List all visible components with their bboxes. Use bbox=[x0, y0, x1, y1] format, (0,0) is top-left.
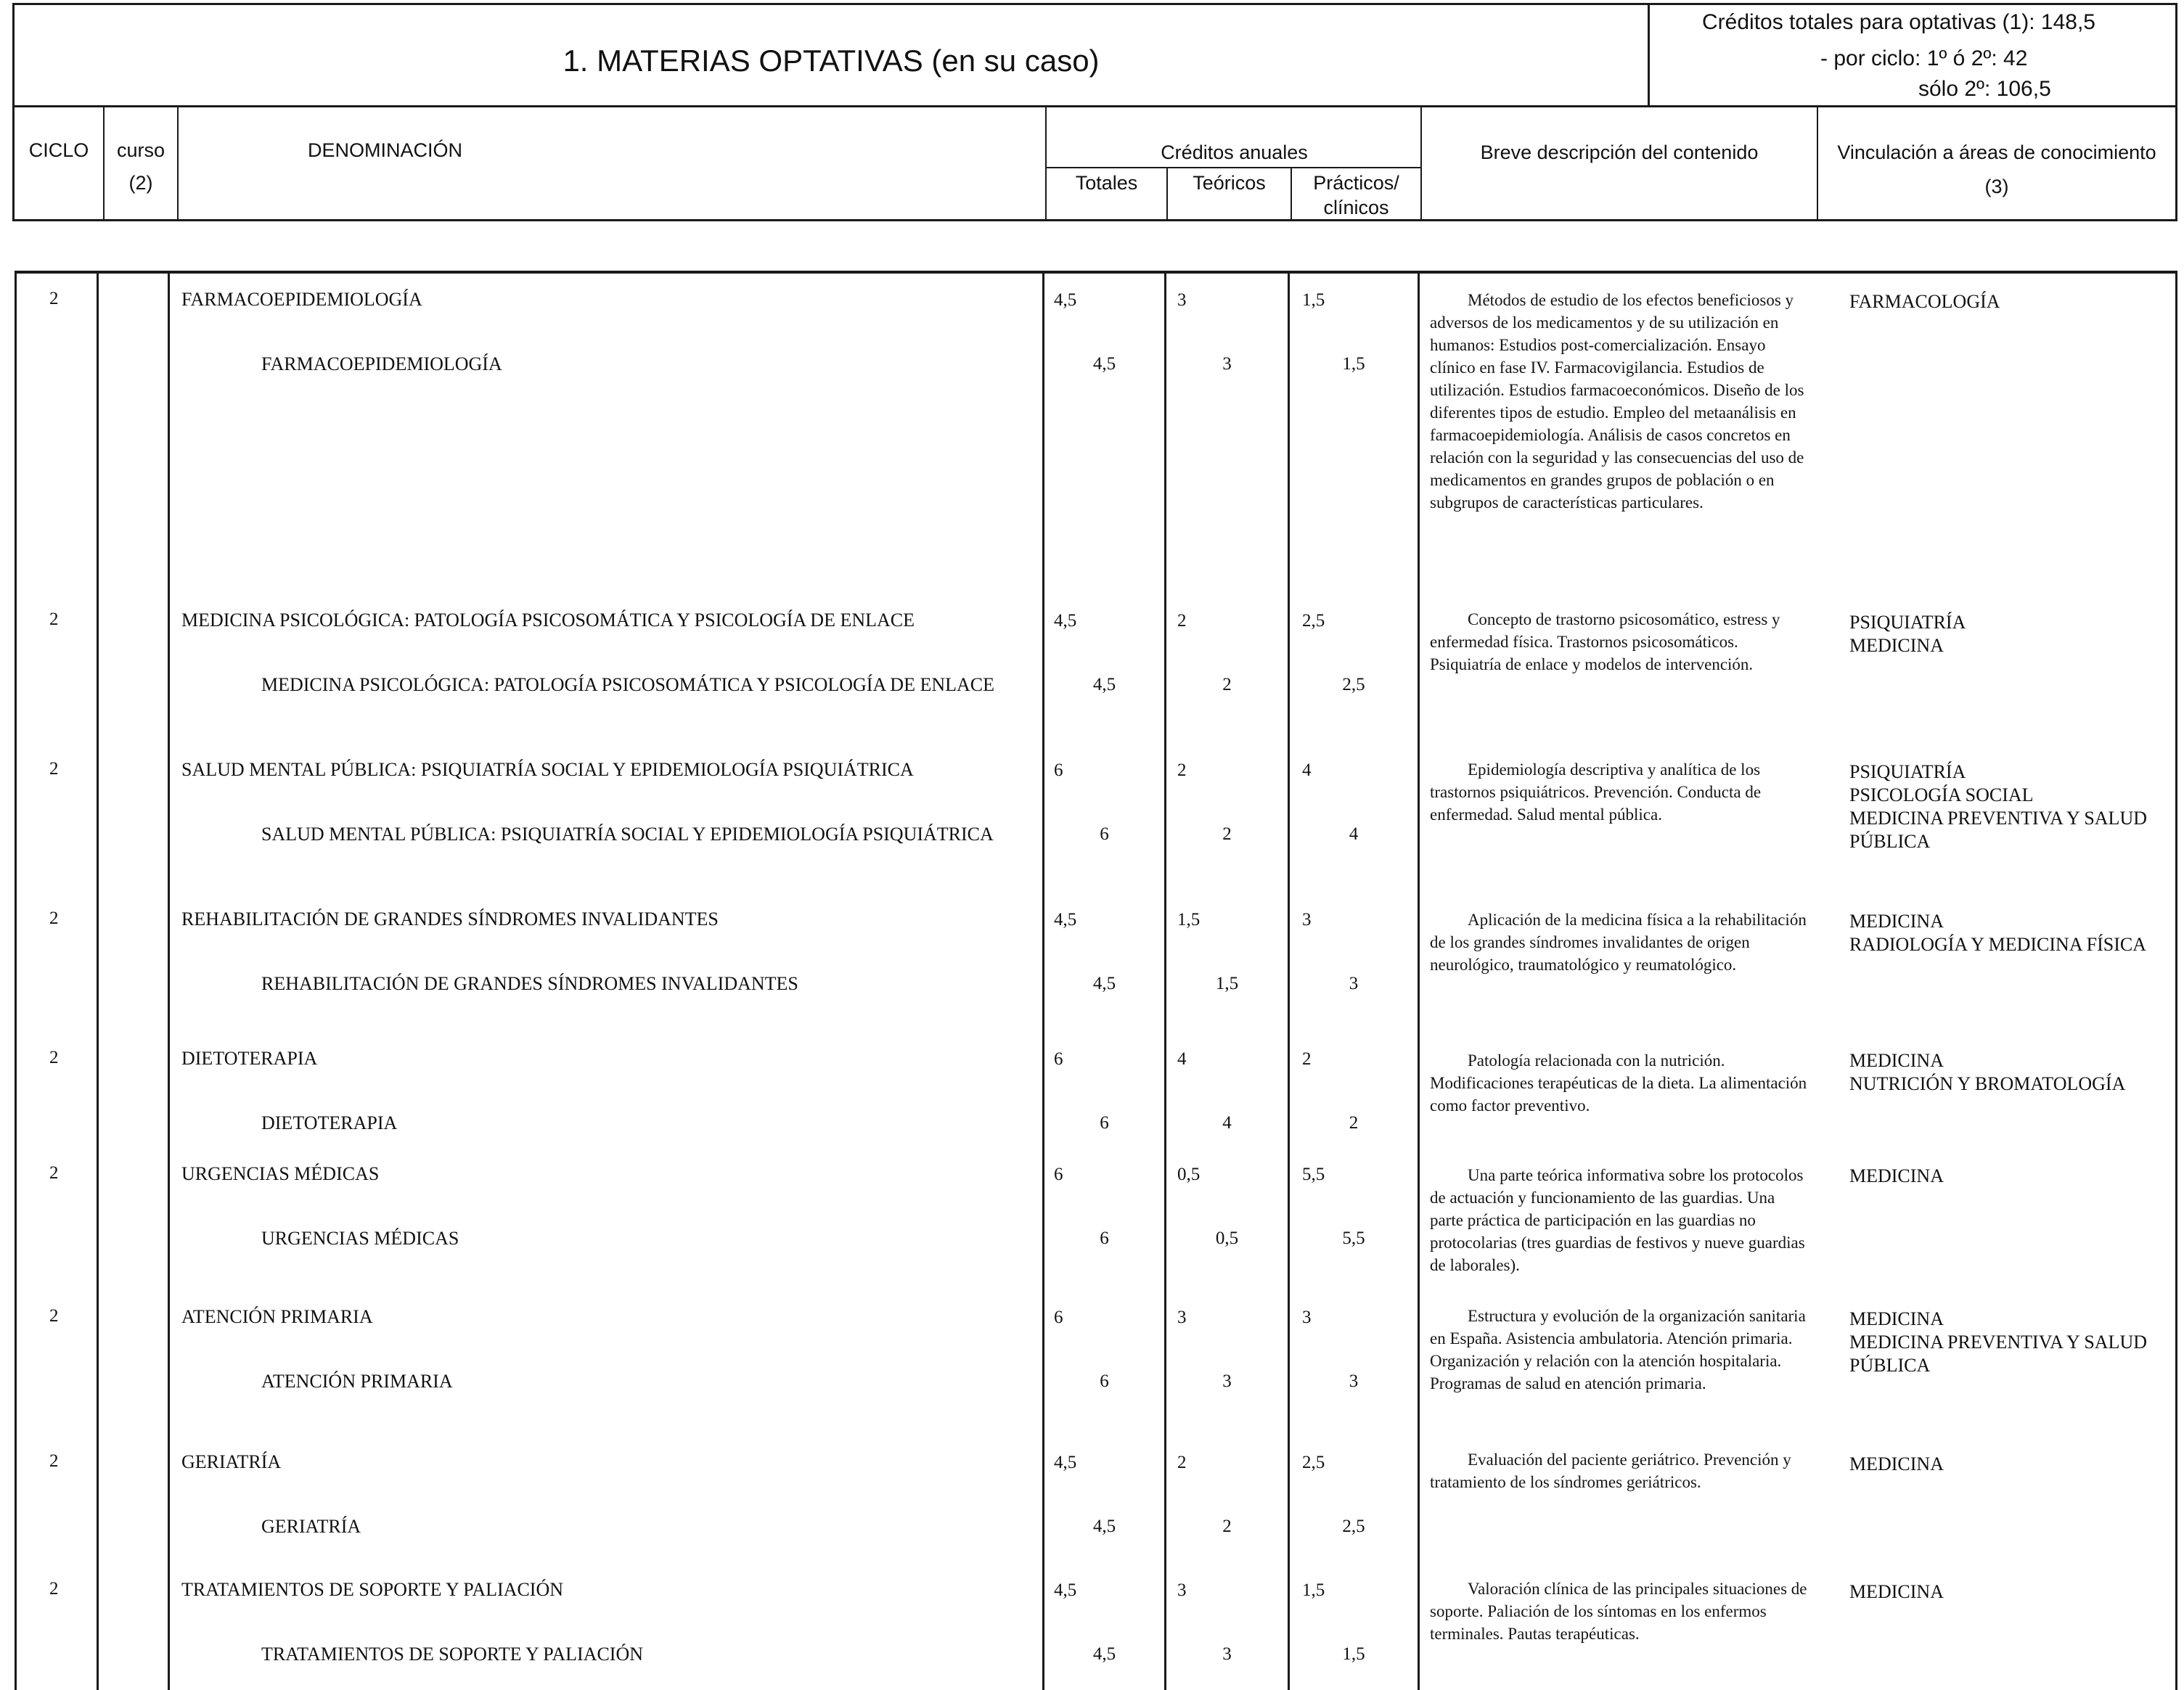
credits-total-value: 6 bbox=[1054, 1308, 1063, 1327]
credits-total-value: 4,5 bbox=[1054, 290, 1077, 310]
sub-credits-practice-value: 2 bbox=[1349, 1113, 1359, 1133]
credits-total-value: 4,5 bbox=[1054, 1453, 1077, 1472]
ciclo-value: 2 bbox=[49, 289, 59, 308]
subject-subname: GERIATRÍA bbox=[261, 1516, 361, 1537]
ciclo-value: 2 bbox=[49, 908, 59, 928]
ciclo-value: 2 bbox=[49, 1048, 59, 1067]
credits-theory-value: 3 bbox=[1177, 1308, 1187, 1327]
subject-subname: REHABILITACIÓN DE GRANDES SÍNDROMES INVALIDANTES bbox=[261, 973, 798, 994]
ciclo-value: 2 bbox=[49, 1579, 59, 1599]
sub-credits-theory-value: 3 bbox=[1222, 354, 1232, 374]
sub-credits-practice-value: 2,5 bbox=[1342, 1517, 1365, 1536]
content-description: Concepto de trastorno psicosomático, estress y enfermedad física. Trastornos psicosomáticos. Psiquiatría de enlace y modelos de intervención. bbox=[1430, 610, 1780, 673]
ciclo-value: 2 bbox=[49, 1306, 59, 1326]
content-description: Métodos de estudio de los efectos beneficiosos y adversos de los medicamentos y de su utilización en humanos: Estudios post-comercialización. Ensayo clínico en fase IV. Farmacovigilancia. Estudios de utilización. Estudios farmacoeconómicos. Diseño de los diferentes tipos de estudio. Empleo del metaanálisis en farmacoepidemiología. Análisis de casos concretos en relación con la seguridad y las consecuencias del uso de medicamentos en grandes grupos de población o en subgrupos de características particulares. bbox=[1430, 291, 1804, 512]
subject-subname: ATENCIÓN PRIMARIA bbox=[261, 1371, 453, 1392]
sub-credits-theory-value: 0,5 bbox=[1215, 1228, 1239, 1248]
credits-per-cycle: - por ciclo: 1º ó 2º: 42 bbox=[1820, 46, 2028, 70]
subject-name: URGENCIAS MÉDICAS bbox=[181, 1163, 380, 1184]
knowledge-area-item: RADIOLOGÍA Y MEDICINA FÍSICA bbox=[1849, 934, 2147, 955]
credits-theory-value: 0,5 bbox=[1177, 1165, 1201, 1184]
credits-practice-value: 3 bbox=[1302, 1308, 1312, 1327]
credits-theory-value: 3 bbox=[1177, 290, 1187, 310]
ciclo-value: 2 bbox=[49, 1163, 59, 1183]
sub-credits-theory-value: 2 bbox=[1222, 675, 1232, 694]
sub-credits-total-value: 6 bbox=[1100, 824, 1109, 844]
sub-credits-practice-value: 4 bbox=[1349, 824, 1359, 844]
sub-credits-theory-value: 4 bbox=[1222, 1113, 1232, 1133]
credits-total-value: 4,5 bbox=[1054, 1580, 1077, 1600]
credits-practice-value: 2 bbox=[1302, 1049, 1312, 1069]
sub-credits-total-value: 4,5 bbox=[1092, 1517, 1116, 1536]
knowledge-areas bbox=[1849, 611, 1966, 657]
sub-credits-total-value: 6 bbox=[1100, 1228, 1109, 1248]
knowledge-area-item: FARMACOLOGÍA bbox=[1849, 291, 2000, 312]
knowledge-areas bbox=[1849, 1165, 1944, 1188]
subject-subname: TRATAMIENTOS DE SOPORTE Y PALIACIÓN bbox=[261, 1644, 644, 1665]
knowledge-areas bbox=[1849, 910, 2146, 956]
sub-credits-practice-value: 1,5 bbox=[1342, 1644, 1365, 1664]
sub-credits-total-value: 6 bbox=[1100, 1113, 1109, 1133]
subject-name: ATENCIÓN PRIMARIA bbox=[181, 1306, 373, 1327]
credits-second-only: sólo 2º: 106,5 bbox=[1918, 77, 2051, 101]
content-description: Evaluación del paciente geriátrico. Prevención y tratamiento de los síndromes geriátricos. bbox=[1430, 1451, 1791, 1491]
sub-credits-theory-value: 2 bbox=[1222, 824, 1232, 844]
subject-subname: FARMACOEPIDEMIOLOGÍA bbox=[261, 353, 502, 374]
sub-credits-practice-value: 3 bbox=[1349, 974, 1359, 993]
knowledge-area-item: NUTRICIÓN Y BROMATOLOGÍA bbox=[1849, 1073, 2126, 1094]
credits-theory-value: 3 bbox=[1177, 1580, 1187, 1600]
content-description: Aplicación de la medicina física a la rehabilitación de los grandes síndromes invalidantes de origen neurológico, traumatológico y reumatológico. bbox=[1430, 911, 1807, 974]
subject-subname: URGENCIAS MÉDICAS bbox=[261, 1228, 459, 1249]
sub-credits-total-value: 4,5 bbox=[1092, 974, 1116, 993]
knowledge-area-item: MEDICINA bbox=[1849, 911, 1944, 932]
sub-credits-theory-value: 2 bbox=[1222, 1517, 1232, 1536]
sub-credits-theory-value: 3 bbox=[1222, 1644, 1232, 1664]
sub-credits-practice-value: 3 bbox=[1349, 1371, 1359, 1391]
sub-credits-total-value: 4,5 bbox=[1092, 675, 1116, 694]
column-header-totales: Totales bbox=[1075, 172, 1138, 194]
subject-name: TRATAMIENTOS DE SOPORTE Y PALIACIÓN bbox=[181, 1579, 564, 1600]
sub-credits-practice-value: 1,5 bbox=[1342, 354, 1365, 374]
sub-credits-practice-value: 2,5 bbox=[1342, 675, 1365, 694]
column-header-practicos: Prácticos/ bbox=[1313, 172, 1399, 194]
ciclo-value: 2 bbox=[49, 1451, 59, 1471]
credits-theory-value: 2 bbox=[1177, 611, 1187, 631]
sub-credits-theory-value: 1,5 bbox=[1215, 974, 1239, 993]
column-header-creditos-anuales: Créditos anuales bbox=[1161, 141, 1308, 163]
subject-name: SALUD MENTAL PÚBLICA: PSIQUIATRÍA SOCIAL Y EPIDEMIOLOGÍA PSIQUIÁTRICA bbox=[181, 759, 914, 780]
credits-theory-value: 4 bbox=[1177, 1049, 1187, 1069]
page-title: 1. MATERIAS OPTATIVAS (en su caso) bbox=[563, 44, 1100, 78]
subject-subname: SALUD MENTAL PÚBLICA: PSIQUIATRÍA SOCIAL Y EPIDEMIOLOGÍA PSIQUIÁTRICA bbox=[261, 824, 994, 845]
column-header-descripcion: Breve descripción del contenido bbox=[1480, 141, 1759, 163]
column-header-teoricos: Teóricos bbox=[1193, 172, 1266, 194]
credits-practice-value: 5,5 bbox=[1302, 1165, 1325, 1184]
knowledge-area-item: MEDICINA bbox=[1849, 1581, 1944, 1602]
knowledge-area-item: PÚBLICA bbox=[1849, 1355, 1931, 1376]
subject-name: REHABILITACIÓN DE GRANDES SÍNDROMES INVALIDANTES bbox=[181, 908, 719, 930]
subject-subname: DIETOTERAPIA bbox=[261, 1112, 398, 1133]
knowledge-area-item: PSIQUIATRÍA bbox=[1849, 612, 1966, 633]
credits-theory-value: 2 bbox=[1177, 1453, 1187, 1472]
content-description: Estructura y evolución de la organización sanitaria en España. Asistencia ambulatoria. Atención primaria. Organización y relación con la atención hospitalaria. Programas de salud en atención primaria. bbox=[1430, 1307, 1806, 1392]
ciclo-value: 2 bbox=[49, 610, 59, 629]
subject-subname: MEDICINA PSICOLÓGICA: PATOLOGÍA PSICOSOMÁTICA Y PSICOLOGÍA DE ENLACE bbox=[261, 674, 995, 695]
knowledge-areas bbox=[1849, 1308, 2147, 1377]
knowledge-areas bbox=[1849, 1580, 1944, 1604]
knowledge-area-item: PSICOLOGÍA SOCIAL bbox=[1849, 784, 2034, 805]
knowledge-area-item: PÚBLICA bbox=[1849, 831, 1931, 852]
knowledge-areas bbox=[1849, 1453, 1944, 1476]
content-description: Una parte teórica informativa sobre los protocolos de actuación y funcionamiento de las guardias. Una parte práctica de participación en las guardias no protocolarias (tres guardias de festivos y nueve guardias de laborales). bbox=[1430, 1166, 1805, 1274]
knowledge-area-item: MEDICINA bbox=[1849, 1050, 1944, 1071]
sub-credits-theory-value: 3 bbox=[1222, 1371, 1232, 1391]
knowledge-area-item: PSIQUIATRÍA bbox=[1849, 761, 1966, 782]
knowledge-area-item: MEDICINA bbox=[1849, 1453, 1944, 1474]
sub-credits-total-value: 6 bbox=[1100, 1371, 1109, 1391]
knowledge-area-item: MEDICINA bbox=[1849, 1308, 1944, 1329]
column-header-vinculacion: Vinculación a áreas de conocimiento bbox=[1837, 141, 2156, 163]
knowledge-area-item: MEDICINA PREVENTIVA Y SALUD bbox=[1849, 808, 2147, 829]
credits-total: Créditos totales para optativas (1): 148,5 bbox=[1702, 10, 2095, 34]
credits-theory-value: 2 bbox=[1177, 760, 1187, 780]
credits-total-value: 6 bbox=[1054, 1165, 1063, 1184]
subject-name: MEDICINA PSICOLÓGICA: PATOLOGÍA PSICOSOMÁTICA Y PSICOLOGÍA DE ENLACE bbox=[181, 610, 915, 631]
sub-credits-total-value: 4,5 bbox=[1092, 1644, 1116, 1664]
subject-name: FARMACOEPIDEMIOLOGÍA bbox=[181, 289, 422, 310]
knowledge-areas bbox=[1849, 290, 2000, 313]
subject-name: DIETOTERAPIA bbox=[181, 1048, 318, 1069]
column-header-vinculacion-note: (3) bbox=[1984, 176, 2009, 197]
credits-practice-value: 4 bbox=[1302, 760, 1312, 780]
knowledge-area-item: MEDICINA bbox=[1849, 1165, 1944, 1186]
credits-practice-value: 2,5 bbox=[1302, 611, 1325, 631]
content-description: Valoración clínica de las principales situaciones de soporte. Paliación de los síntomas en los enfermos terminales. Pautas terapéuticas. bbox=[1430, 1580, 1807, 1643]
credits-practice-value: 3 bbox=[1302, 910, 1312, 930]
credits-total-value: 6 bbox=[1054, 760, 1063, 780]
credits-theory-value: 1,5 bbox=[1177, 910, 1201, 930]
credits-total-value: 4,5 bbox=[1054, 910, 1077, 930]
column-header-ciclo: CICLO bbox=[28, 139, 89, 161]
credits-total-value: 6 bbox=[1054, 1049, 1063, 1069]
content-description: Epidemiología descriptiva y analítica de los trastornos psiquiátricos. Prevención. Conducta de enfermedad. Salud mental pública. bbox=[1430, 760, 1762, 824]
subject-name: GERIATRÍA bbox=[181, 1451, 282, 1472]
knowledge-areas bbox=[1849, 1049, 2125, 1096]
column-header-clinicos: clínicos bbox=[1323, 197, 1389, 218]
content-description: Patología relacionada con la nutrición. Modificaciones terapéuticas de la dieta. La alimentación como factor preventivo. bbox=[1430, 1051, 1807, 1115]
knowledge-areas bbox=[1849, 760, 2147, 853]
credits-practice-value: 1,5 bbox=[1302, 290, 1325, 310]
credits-practice-value: 1,5 bbox=[1302, 1580, 1325, 1600]
knowledge-area-item: MEDICINA PREVENTIVA Y SALUD bbox=[1849, 1332, 2147, 1353]
ciclo-value: 2 bbox=[49, 759, 59, 779]
column-header-curso: curso bbox=[116, 139, 165, 161]
sub-credits-practice-value: 5,5 bbox=[1342, 1228, 1365, 1248]
sub-credits-total-value: 4,5 bbox=[1092, 354, 1116, 374]
column-header-curso-note: (2) bbox=[128, 172, 153, 194]
credits-total-value: 4,5 bbox=[1054, 611, 1077, 631]
knowledge-area-item: MEDICINA bbox=[1849, 635, 1944, 656]
credits-practice-value: 2,5 bbox=[1302, 1453, 1325, 1472]
column-header-denominacion: DENOMINACIÓN bbox=[308, 139, 463, 161]
